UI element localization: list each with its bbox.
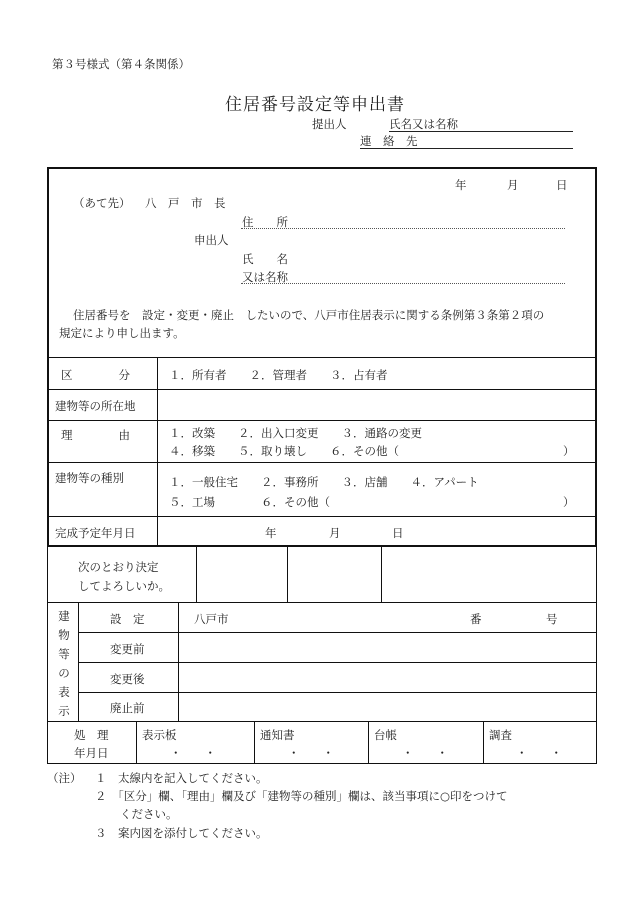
notice-date: ・ ・ <box>288 746 334 760</box>
address-field[interactable] <box>241 228 565 229</box>
building-display-vertical-label <box>56 607 72 721</box>
request-text-2: 規定により申し出ます。 <box>59 326 185 340</box>
type-options-2[interactable]: ５．工場 ６．その他（ <box>169 495 330 509</box>
type-close-paren: ） <box>563 495 575 509</box>
date-month-label: 月 <box>507 178 519 192</box>
type-options-1[interactable]: １．一般住宅 ２．事務所 ３．店舗 ４．アパート <box>169 475 479 489</box>
document-title: 住居番号設定等申出書 <box>225 95 405 115</box>
survey-label: 調査 <box>489 728 512 742</box>
process-label-2: 年月日 <box>74 746 109 760</box>
ledger-label: 台帳 <box>374 728 397 742</box>
name-field[interactable] <box>241 283 565 284</box>
vertical-char: 等 <box>58 647 70 661</box>
submitter-name-field[interactable] <box>389 116 573 132</box>
notice-label: 通知書 <box>260 728 295 742</box>
completion-year: 年 <box>265 526 277 540</box>
reason-options-1[interactable]: １．改築 ２．出入口変更 ３．通路の変更 <box>169 426 422 440</box>
vertical-char: の <box>58 666 70 680</box>
vertical-char: 建 <box>58 609 70 623</box>
date-day-label: 日 <box>556 178 568 192</box>
completion-day: 日 <box>392 526 404 540</box>
notes-prefix: （注） <box>47 771 82 785</box>
submitter-contact-label: 連 絡 先 <box>360 134 418 148</box>
location-label: 建物等の所在地 <box>55 399 136 413</box>
category-options[interactable]: １．所有者 ２．管理者 ３．占有者 <box>169 368 388 382</box>
note-1: １ 太線内を記入してください。 <box>95 771 268 785</box>
name-label-alt: 又は名称 <box>242 270 288 284</box>
note-2: ２ 「区分」欄、「理由」欄及び「建物等の種別」欄は、該当事項に○印をつけて <box>95 789 508 803</box>
office-use-section <box>47 547 597 764</box>
set-label: 設 定 <box>110 612 145 626</box>
completion-label: 完成予定年月日 <box>55 526 136 540</box>
completion-month: 月 <box>329 526 341 540</box>
ledger-date: ・ ・ <box>402 746 448 760</box>
note-3: ３ 案内図を添付してください。 <box>95 826 268 840</box>
vertical-char: 示 <box>58 704 70 718</box>
date-year-label: 年 <box>455 178 467 192</box>
submitter-name-label: 氏名又は名称 <box>389 117 458 131</box>
decision-text-2: してよろしいか。 <box>78 579 170 593</box>
after-change-label: 変更後 <box>110 672 145 686</box>
request-text-1: 住居番号を 設定・変更・廃止 したいので、八戸市住居表示に関する条例第３条第２項の <box>73 308 545 322</box>
category-label: 区 分 <box>61 368 130 382</box>
submitter-contact-field[interactable] <box>360 133 573 149</box>
display-board-date: ・ ・ <box>170 746 216 760</box>
vertical-char: 表 <box>58 685 70 699</box>
before-abolish-label: 廃止前 <box>110 701 145 715</box>
location-field[interactable] <box>163 393 589 417</box>
process-label-1: 処 理 <box>74 728 109 742</box>
type-label: 建物等の種別 <box>55 471 124 485</box>
reason-close-paren: ） <box>563 444 575 458</box>
applicant-section <box>47 167 597 547</box>
reason-options-2[interactable]: ４．移築 ５．取り壊し ６．その他（ <box>169 444 399 458</box>
before-change-label: 変更前 <box>110 642 145 656</box>
reason-label: 理 由 <box>61 428 130 442</box>
applicant-label: 申出人 <box>194 233 229 247</box>
vertical-char: 物 <box>58 628 70 642</box>
addressee-prefix: （あて先） <box>73 196 131 210</box>
name-label: 氏 名 <box>242 252 288 266</box>
note-2-continued: ください。 <box>120 807 178 821</box>
submitter-label: 提出人 <box>312 117 347 131</box>
form-number: 第３号様式（第４条関係） <box>52 57 190 71</box>
set-ban-label: 番 <box>470 612 482 626</box>
address-label: 住 所 <box>242 215 288 229</box>
addressee: 八 戸 市 長 <box>145 196 226 210</box>
set-city: 八戸市 <box>194 612 229 626</box>
decision-text-1: 次のとおり決定 <box>78 560 159 574</box>
display-board-label: 表示板 <box>142 728 177 742</box>
survey-date: ・ ・ <box>516 746 562 760</box>
set-go-label: 号 <box>546 612 558 626</box>
